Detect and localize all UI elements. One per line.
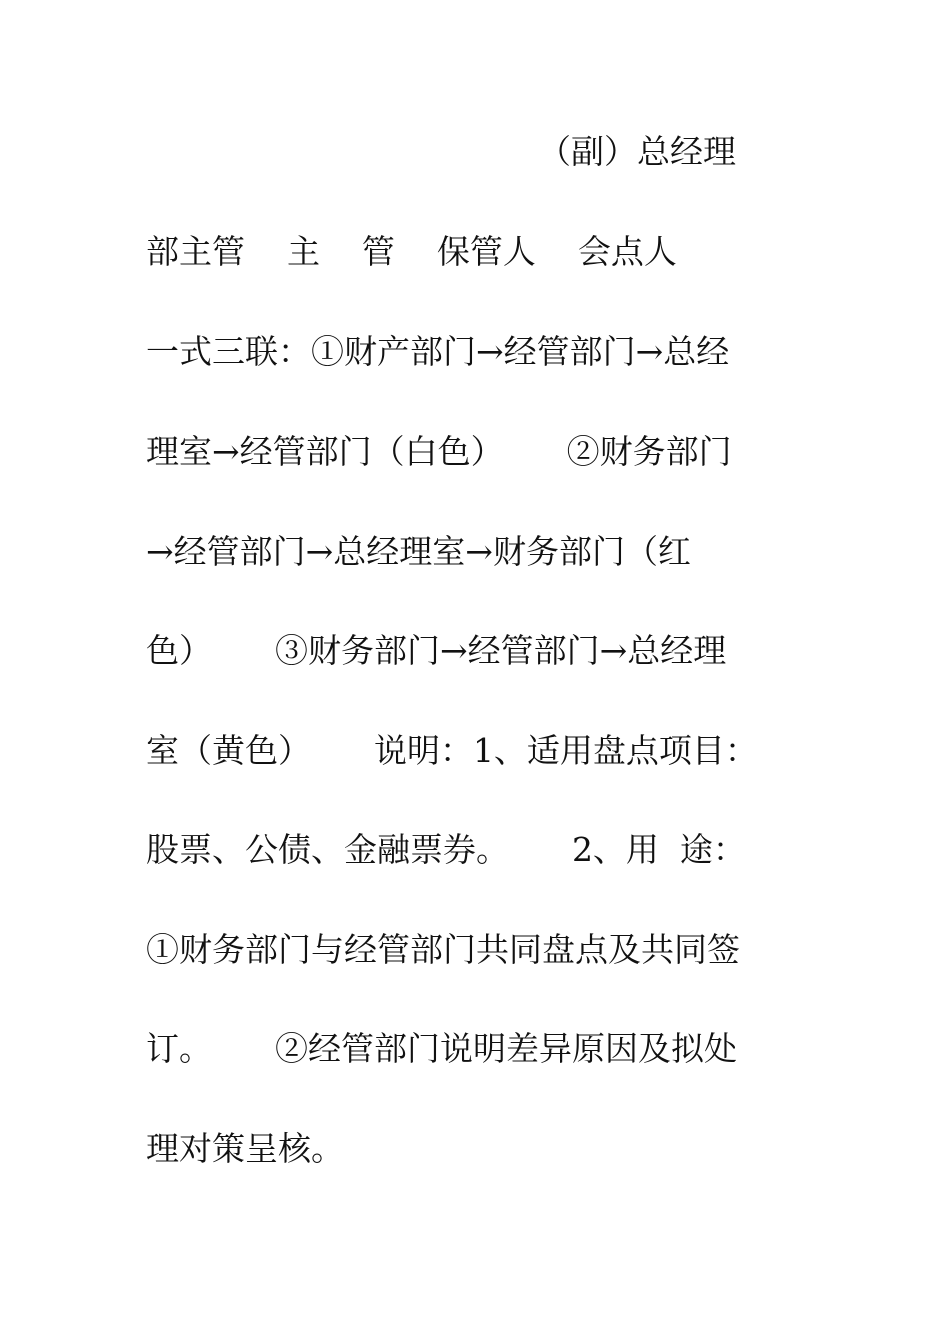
signature-title: （副）总经理 bbox=[538, 132, 736, 171]
body-line: ①财务部门与经管部门共同盘点及共同签 bbox=[146, 930, 740, 969]
body-line: 一式三联：①财产部门→经管部门→总经 bbox=[146, 332, 730, 371]
body-line: →经管部门→总经理室→财务部门（红 bbox=[146, 532, 691, 571]
body-line: 室（黄色） 说明：1、适用盘点项目： bbox=[146, 731, 758, 770]
signature-roles: 部主管 主 管 保管人 会点人 bbox=[146, 232, 677, 271]
body-line: 色） ③财务部门→经管部门→总经理 bbox=[146, 631, 727, 670]
body-line: 订。 ②经管部门说明差异原因及拟处 bbox=[146, 1029, 737, 1068]
body-line: 理室→经管部门（白色） ②财务部门 bbox=[146, 432, 732, 471]
body-line: 股票、公债、金融票券。 2、用 途： bbox=[146, 830, 746, 869]
body-line: 理对策呈核。 bbox=[146, 1129, 344, 1168]
